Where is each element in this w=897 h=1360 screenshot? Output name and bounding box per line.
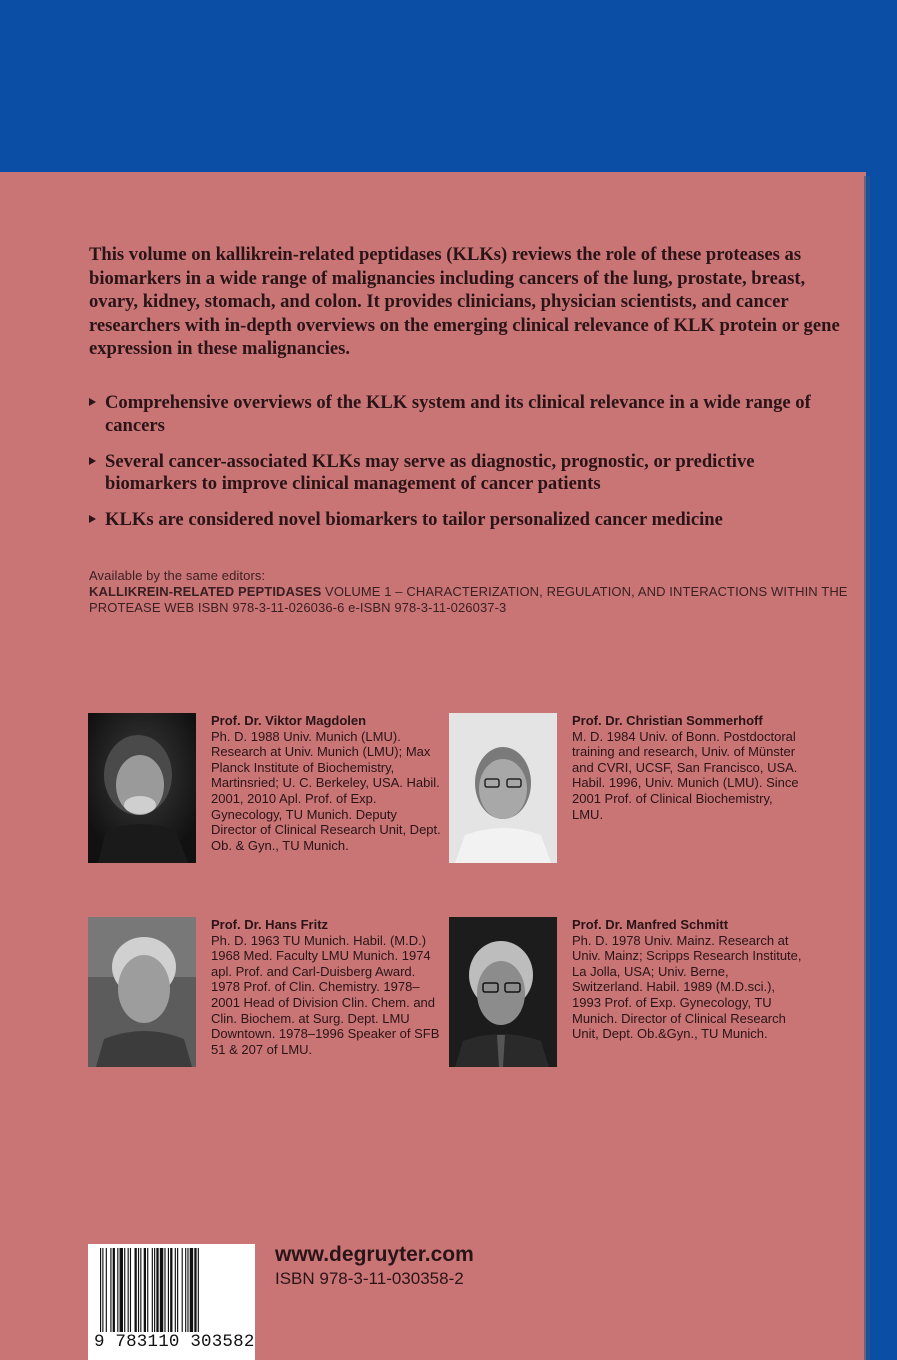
barcode-bar bbox=[128, 1248, 129, 1332]
barcode-bar bbox=[120, 1248, 123, 1332]
barcode-bar bbox=[170, 1248, 172, 1332]
barcode-bar bbox=[110, 1248, 111, 1332]
editor-info bbox=[572, 917, 802, 1042]
editor-bio: M. D. 1984 Univ. of Bonn. Postdoctoral training and research, Univ. of Münster and CVRI, UCSF, San Francisco, USA. Habil. 1996, Univ. Munich (LMU). Since 2001 Prof. of Clinical Biochemistry, LMU. bbox=[572, 728, 799, 822]
barcode-bars bbox=[88, 1244, 255, 1336]
feature-text: Comprehensive overviews of the KLK system and its clinical relevance in a wide range of cancers bbox=[105, 392, 811, 436]
bullet-triangle-icon bbox=[89, 515, 96, 523]
feature-item bbox=[89, 509, 849, 532]
barcode-bar bbox=[130, 1248, 131, 1332]
feature-item bbox=[89, 392, 849, 438]
bullet-triangle-icon bbox=[89, 398, 96, 406]
intro-paragraph: This volume on kallikrein-related peptidases (KLKs) reviews the role of these proteases as biomarkers in a wide range of malignancies including cancers of the lung, prostate, breast, ovary, kidney, stomach, and colon. It provides clinicians, physician scientists, and cancer researchers with in-depth overviews on the emerging clinical relevance of KLK protein or gene expression in these malignancies. bbox=[89, 244, 840, 360]
editor-info bbox=[211, 713, 441, 853]
barcode-bar bbox=[135, 1248, 137, 1332]
barcode-bar bbox=[190, 1248, 193, 1332]
barcode-bar bbox=[138, 1248, 139, 1332]
barcode-bar bbox=[182, 1248, 183, 1332]
editor-info bbox=[211, 917, 441, 1057]
volume-details: VOLUME 1 – CHARACTERIZATION, REGULATION, AND INTERACTIONS WITHIN THE PROTEASE WEB ISBN 978-3-11-026036-6 e-ISBN 978-3-11-026037-3 bbox=[89, 584, 848, 616]
barcode-bar bbox=[187, 1248, 188, 1332]
barcode-bar bbox=[100, 1248, 101, 1332]
barcode-bar bbox=[147, 1248, 148, 1332]
related-volume-notice bbox=[89, 568, 859, 617]
barcode-bar bbox=[113, 1248, 115, 1332]
barcode-bar bbox=[164, 1248, 165, 1332]
barcode-bar bbox=[117, 1248, 118, 1332]
editor-photo bbox=[88, 713, 196, 863]
barcode-bar bbox=[194, 1248, 196, 1332]
barcode-bar bbox=[198, 1248, 199, 1332]
editor-bio: Ph. D. 1988 Univ. Munich (LMU). Research at Univ. Munich (LMU); Max Planck Institute of Biochemistry, Martinsried; U. C. Berkeley, USA. Habil. 2001, 2010 Apl. Prof. of Exp. Gynecology, TU Munich. Deputy Director of Clinical Research Unit, Dept. Ob. & Gyn., TU Munich. bbox=[211, 728, 441, 853]
series-title: KALLIKREIN-RELATED PEPTIDASES bbox=[89, 584, 322, 600]
publisher-isbn: ISBN 978-3-11-030358-2 bbox=[275, 1269, 464, 1288]
related-heading: Available by the same editors: bbox=[89, 568, 266, 583]
barcode-bar bbox=[154, 1248, 155, 1332]
editor-photo bbox=[449, 917, 557, 1067]
feature-text: KLKs are considered novel biomarkers to tailor personalized cancer medicine bbox=[105, 509, 723, 531]
editor-info bbox=[572, 713, 802, 822]
barcode-bar bbox=[160, 1248, 163, 1332]
editor-photo bbox=[449, 713, 557, 863]
isbn-barcode bbox=[88, 1244, 255, 1360]
barcode-bar bbox=[168, 1248, 169, 1332]
editor-bio: Ph. D. 1978 Univ. Mainz. Research at Univ. Mainz; Scripps Research Institute, La Jolla, USA; Univ. Berne, Switzerland. Habil. 1989 (M.D.sci.), 1993 Prof. of Exp. Gynecology, TU Munich. Director of Clinical Research Unit, Dept. Ob.&Gyn., TU Munich. bbox=[572, 932, 802, 1042]
feature-item bbox=[89, 451, 849, 497]
barcode-bar bbox=[152, 1248, 153, 1332]
barcode-bar bbox=[124, 1248, 125, 1332]
barcode-bar bbox=[144, 1248, 146, 1332]
feature-text: Several cancer-associated KLKs may serve as diagnostic, prognostic, or predictive biomarkers to improve clinical management of cancer patients bbox=[105, 450, 755, 495]
barcode-bar bbox=[106, 1248, 107, 1332]
barcode-bar bbox=[156, 1248, 158, 1332]
barcode-bar bbox=[175, 1248, 176, 1332]
editor-name: Prof. Dr. Viktor Magdolen bbox=[211, 713, 367, 728]
editor-photo bbox=[88, 917, 196, 1067]
editor-name: Prof. Dr. Christian Sommerhoff bbox=[572, 713, 763, 728]
panel-shadow bbox=[864, 176, 870, 1360]
editor-name: Prof. Dr. Hans Fritz bbox=[211, 917, 329, 932]
feature-list bbox=[89, 392, 849, 545]
barcode-bar bbox=[185, 1248, 186, 1332]
barcode-bar bbox=[102, 1248, 103, 1332]
barcode-bar bbox=[140, 1248, 141, 1332]
editor-name: Prof. Dr. Manfred Schmitt bbox=[572, 917, 729, 932]
barcode-digits: 9 783110 303582 bbox=[94, 1332, 255, 1352]
editor-bio: Ph. D. 1963 TU Munich. Habil. (M.D.) 1968 Med. Faculty LMU Munich. 1974 apl. Prof. and Carl-Duisberg Award. 1978 Prof. of Clin. Chemistry. 1978–2001 Head of Division Clin. Chem. and Clin. Biochem. at Surg. Dept. LMU Downtown. 1978–1996 Speaker of SFB 51 & 207 of LMU. bbox=[211, 932, 440, 1057]
bullet-triangle-icon bbox=[89, 457, 96, 465]
publisher-url[interactable]: www.degruyter.com bbox=[275, 1243, 474, 1266]
related-volume-line bbox=[89, 584, 859, 616]
top-blue-band bbox=[0, 0, 897, 172]
barcode-bar bbox=[177, 1248, 178, 1332]
right-blue-band bbox=[866, 172, 897, 1360]
